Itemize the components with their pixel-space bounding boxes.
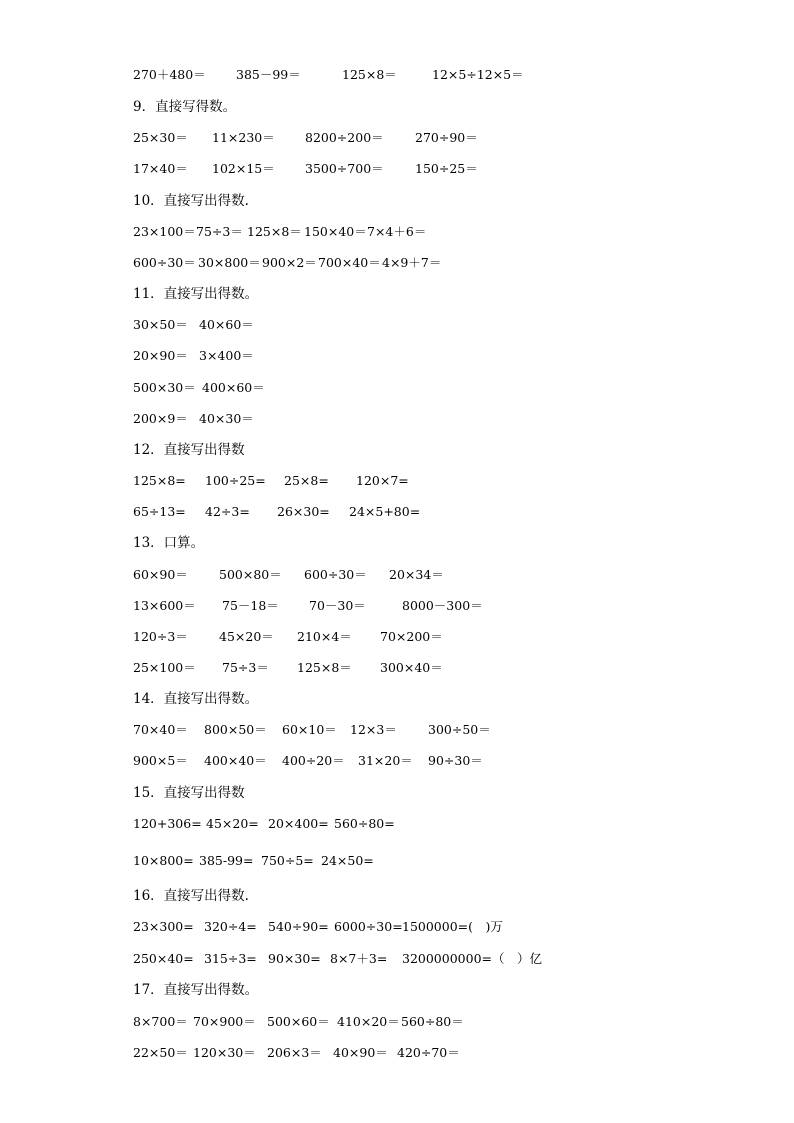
heading-text: 14．直接写出得数。 bbox=[133, 691, 259, 707]
problem-item: 40×30＝ bbox=[199, 411, 254, 426]
problem-item: 25×8= bbox=[284, 473, 329, 488]
problem-item: 26×30= bbox=[277, 504, 330, 519]
problem-row bbox=[0, 657, 794, 679]
problem-item: 25×30＝ bbox=[133, 130, 188, 145]
question-heading bbox=[0, 283, 794, 305]
problem-row bbox=[0, 501, 794, 523]
problem-item: 500×30＝ bbox=[133, 380, 196, 395]
problem-row bbox=[0, 564, 794, 586]
problem-item: 70×900＝ bbox=[193, 1014, 256, 1029]
problem-item: 125×8= bbox=[133, 473, 186, 488]
problem-item: 20×90＝ bbox=[133, 348, 188, 363]
problem-item: 60×90＝ bbox=[133, 567, 188, 582]
problem-row bbox=[0, 64, 794, 86]
problem-row bbox=[0, 850, 794, 872]
problem-item: 700×40＝ bbox=[318, 255, 381, 270]
problem-item: 25×100＝ bbox=[133, 660, 196, 675]
question-heading bbox=[0, 885, 794, 907]
problem-item: 11×230＝ bbox=[212, 130, 275, 145]
problem-row bbox=[0, 595, 794, 617]
problem-row bbox=[0, 626, 794, 648]
heading-text: 16．直接写出得数. bbox=[133, 888, 249, 904]
problem-item: 30×50＝ bbox=[133, 317, 188, 332]
problem-item: 600÷30＝ bbox=[133, 255, 196, 270]
problem-item: 24×5+80= bbox=[349, 504, 421, 519]
question-heading bbox=[0, 979, 794, 1001]
problem-item: 75÷3＝ bbox=[196, 224, 243, 239]
problem-item: 102×15＝ bbox=[212, 161, 275, 176]
problem-item: 10×800= bbox=[133, 853, 194, 868]
problem-item: 400÷20＝ bbox=[282, 753, 345, 768]
problem-item: 31×20＝ bbox=[358, 753, 413, 768]
problem-item: 22×50＝ bbox=[133, 1045, 188, 1060]
heading-text: 17．直接写出得数。 bbox=[133, 982, 259, 998]
problem-item: 65÷13= bbox=[133, 504, 186, 519]
problem-row bbox=[0, 719, 794, 741]
problem-item: 900×2＝ bbox=[262, 255, 317, 270]
problem-item: 385－99＝ bbox=[236, 67, 301, 82]
question-heading bbox=[0, 782, 794, 804]
problem-item: 750÷5= bbox=[261, 853, 314, 868]
problem-row bbox=[0, 408, 794, 430]
problem-item: 250×40= bbox=[133, 951, 194, 966]
problem-item: 42÷3= bbox=[205, 504, 250, 519]
problem-item: 320÷4= bbox=[204, 919, 257, 934]
problem-row bbox=[0, 948, 794, 970]
problem-item: 20×34＝ bbox=[389, 567, 444, 582]
problem-item: 3500÷700＝ bbox=[305, 161, 384, 176]
problem-row bbox=[0, 127, 794, 149]
problem-item: 410×20＝ bbox=[337, 1014, 400, 1029]
problem-item: 8200÷200＝ bbox=[305, 130, 384, 145]
problem-item: 206×3＝ bbox=[267, 1045, 322, 1060]
problem-item: 150÷25＝ bbox=[415, 161, 478, 176]
problem-item: 120×7= bbox=[356, 473, 409, 488]
problem-item: 23×300= bbox=[133, 919, 194, 934]
problem-item: 45×20= bbox=[206, 816, 259, 831]
question-heading bbox=[0, 532, 794, 554]
problem-item: 8×700＝ bbox=[133, 1014, 188, 1029]
problem-row bbox=[0, 1042, 794, 1064]
heading-text: 10．直接写出得数. bbox=[133, 193, 249, 209]
problem-item: 120+306= bbox=[133, 816, 202, 831]
problem-row bbox=[0, 314, 794, 336]
problem-item: 17×40＝ bbox=[133, 161, 188, 176]
question-heading bbox=[0, 688, 794, 710]
problem-item: 70－30＝ bbox=[309, 598, 366, 613]
problem-item: 600÷30＝ bbox=[304, 567, 367, 582]
problem-row bbox=[0, 916, 794, 938]
problem-item: 30×800＝ bbox=[198, 255, 261, 270]
problem-item: 4×9＋7＝ bbox=[382, 255, 442, 270]
problem-item: 12×3＝ bbox=[350, 722, 397, 737]
problem-item: 40×60＝ bbox=[199, 317, 254, 332]
problem-row bbox=[0, 813, 794, 835]
problem-item: 540÷90= bbox=[268, 919, 329, 934]
problem-row bbox=[0, 221, 794, 243]
heading-text: 11．直接写出得数。 bbox=[133, 286, 259, 302]
problem-item: 70×200＝ bbox=[380, 629, 443, 644]
problem-item: 210×4＝ bbox=[297, 629, 352, 644]
problem-item: 90×30= bbox=[268, 951, 321, 966]
problem-row bbox=[0, 345, 794, 367]
problem-item: 125×8＝ bbox=[297, 660, 352, 675]
problem-item: 125×8＝ bbox=[247, 224, 302, 239]
problem-item: 8×7＋3= bbox=[330, 951, 388, 966]
heading-text: 13．口算。 bbox=[133, 535, 205, 551]
problem-row bbox=[0, 1011, 794, 1033]
problem-item: 270÷90＝ bbox=[415, 130, 478, 145]
problem-row bbox=[0, 377, 794, 399]
problem-item: 300÷50＝ bbox=[428, 722, 491, 737]
problem-row bbox=[0, 750, 794, 772]
problem-item: 20×400= bbox=[268, 816, 329, 831]
problem-item: 120×30＝ bbox=[193, 1045, 256, 1060]
question-heading bbox=[0, 439, 794, 461]
problem-item: 1500000=( )万 bbox=[402, 919, 503, 934]
problem-item: 560÷80= bbox=[334, 816, 395, 831]
problem-item: 800×50＝ bbox=[204, 722, 267, 737]
problem-item: 560÷80＝ bbox=[401, 1014, 464, 1029]
problem-item: 400×40＝ bbox=[204, 753, 267, 768]
problem-item: 200×9＝ bbox=[133, 411, 188, 426]
problem-item: 120÷3＝ bbox=[133, 629, 188, 644]
problem-item: 60×10＝ bbox=[282, 722, 337, 737]
problem-item: 270＋480＝ bbox=[133, 67, 206, 82]
problem-item: 500×80＝ bbox=[219, 567, 282, 582]
question-heading bbox=[0, 96, 794, 118]
problem-item: 500×60＝ bbox=[267, 1014, 330, 1029]
problem-item: 40×90＝ bbox=[333, 1045, 388, 1060]
problem-item: 420÷70＝ bbox=[397, 1045, 460, 1060]
heading-text: 9．直接写得数。 bbox=[133, 99, 237, 115]
problem-row bbox=[0, 470, 794, 492]
heading-text: 12．直接写出得数 bbox=[133, 442, 245, 458]
problem-item: 900×5＝ bbox=[133, 753, 188, 768]
problem-row bbox=[0, 252, 794, 274]
problem-item: 150×40＝ bbox=[304, 224, 367, 239]
problem-item: 385-99= bbox=[199, 853, 254, 868]
problem-item: 100÷25= bbox=[205, 473, 266, 488]
problem-item: 315÷3= bbox=[204, 951, 257, 966]
problem-item: 3×400＝ bbox=[199, 348, 254, 363]
problem-item: 300×40＝ bbox=[380, 660, 443, 675]
problem-item: 45×20＝ bbox=[219, 629, 274, 644]
problem-item: 400×60＝ bbox=[202, 380, 265, 395]
problem-item: 70×40＝ bbox=[133, 722, 188, 737]
problem-item: 3200000000=（ ）亿 bbox=[402, 951, 543, 966]
problem-item: 125×8＝ bbox=[342, 67, 397, 82]
problem-item: 23×100＝ bbox=[133, 224, 196, 239]
problem-item: 75－18＝ bbox=[222, 598, 279, 613]
problem-item: 6000÷30= bbox=[334, 919, 403, 934]
question-heading bbox=[0, 190, 794, 212]
problem-item: 90÷30＝ bbox=[428, 753, 483, 768]
problem-row bbox=[0, 158, 794, 180]
problem-item: 8000－300＝ bbox=[402, 598, 483, 613]
heading-text: 15．直接写出得数 bbox=[133, 785, 245, 801]
problem-item: 75÷3＝ bbox=[222, 660, 269, 675]
problem-item: 12×5÷12×5＝ bbox=[432, 67, 524, 82]
problem-item: 13×600＝ bbox=[133, 598, 196, 613]
problem-item: 24×50= bbox=[321, 853, 374, 868]
problem-item: 7×4＋6＝ bbox=[367, 224, 427, 239]
